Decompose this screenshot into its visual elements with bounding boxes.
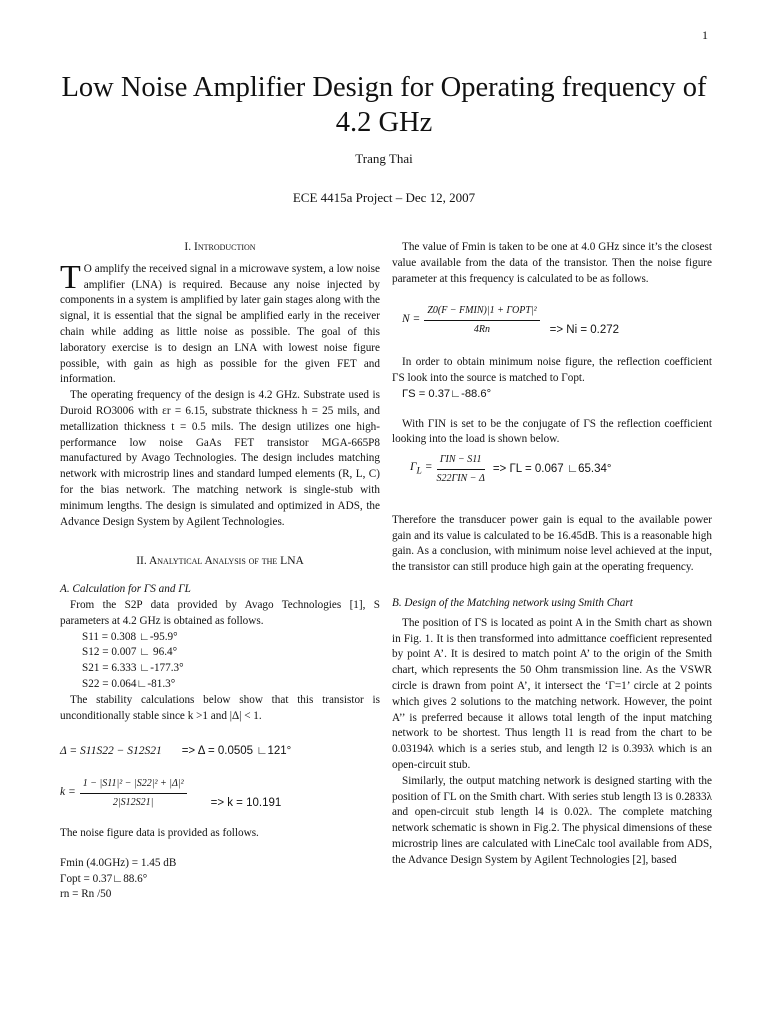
intro-paragraph-1: T O amplify the received signal in a microwave system, a low noise amplifier (LNA) is required. Because any noise injected by components in a system is amplified by later gain stages along with the signal, it is essential that the signal be amplified early in the receiver chain while adding as little noise as possible. The goal of this laboratory exercise is to design an LNA with lowest noise figure possible, with gain as high as possible for the given FET and information.: [60, 258, 380, 386]
drop-cap: T: [60, 258, 81, 296]
delta-equation: [60, 744, 380, 760]
s21-value: S21 = 6.333 ∟-177.3°: [82, 662, 184, 675]
k-symbol: k =: [60, 786, 76, 799]
section-heading-introduction: I. Introduction: [184, 241, 256, 253]
course-line: ECE 4415a Project – Dec 12, 2007: [292, 190, 476, 205]
gamma-l-fraction: [437, 452, 485, 487]
n-denominator: 4Rn: [473, 323, 491, 335]
right-column: [392, 240, 712, 869]
s-parameter-intro: From the S2P data provided by Avago Technologies [1], S parameters at 4.2 GHz is obtained as follows.: [60, 598, 380, 627]
n-result: => Ni = 0.272: [549, 324, 620, 337]
smith-chart-paragraph: The position of ΓS is located as point A in the Smith chart as shown in Fig. 1. It is then transformed into admittance coefficient represented by point A’. It is desired to match point A’ to the origin of the Smith chart, which represents the 50 Ohm transmission line. As the VSWR circle is drawn from point A’, it intersect the ‘Γ=1’ circle at 2 points which gives 2 solutions to the matching network. However, the point A’’ is preferred because it allows total length of the input matching network to be shortest. Thus length l1 is read from the chart to be 0.03194λ which is a series stub, and length l2 is 0.393λ which is an open-circuit stub.: [392, 616, 712, 771]
gamma-l-result: => ΓL = 0.067 ∟65.34°: [492, 462, 612, 475]
delta-formula: Δ = S11S22 − S12S21: [60, 745, 162, 758]
fmin-value: Fmin (4.0GHz) = 1.45 dB: [60, 856, 177, 869]
delta-result: => Δ = 0.0505 ∟121°: [181, 745, 292, 758]
subsection-a-heading: A. Calculation for ΓS and ΓL: [60, 583, 191, 596]
n-fraction: [424, 303, 539, 338]
noise-parameter-equation: [392, 301, 712, 339]
stability-paragraph: The stability calculations below show that this transistor is unconditionally stable since k >1 and |Δ| < 1.: [60, 693, 380, 722]
s12-value: S12 = 0.007 ∟ 96.4°: [82, 646, 178, 659]
k-fraction: [80, 776, 187, 811]
gamma-l-denominator: S22ΓIN − Δ: [436, 472, 485, 484]
left-column: [60, 240, 380, 903]
k-numerator: 1 − |S11|² − |S22|² + |Δ|²: [80, 776, 187, 794]
gamma-in-paragraph: With ΓIN is set to be the conjugate of ΓS the reflection coefficient looking into the load is shown below.: [392, 417, 712, 446]
output-matching-paragraph: Similarly, the output matching network is designed starting with the position of ΓL on the Smith chart. With series stub length l3 is 0.2833λ and open-circuit stub length l4 is 0.02λ. The complete matching network schematic is shown in Fig.2. The physical dimensions of these microstrip lines are calculated with LineCalc tool available from ADS, the Advance Design System by Agilent Technologies [2], based: [392, 774, 712, 866]
s22-value: S22 = 0.064∟-81.3°: [82, 677, 176, 690]
intro-paragraph-2: The operating frequency of the design is 4.2 GHz. Substrate used is Duroid RO3006 with εr = 6.15, substrate thickness h = 25 mils, and metallization thickness t = 0.5 mils. The design utilizes one high-performance low noise GaAs FET transistor MGA-665P8 manufactured by Avago Technologies. The design includes matching network with microstrip lines and standard lumped elements (R, L, C) for the bias network. The matching network is single-stub with minimum lengths. The design is simulated and optimized in ADS, the Advance Design System by Agilent Technologies.: [60, 389, 380, 528]
rn-value: rn = Rn /50: [60, 888, 112, 901]
gain-paragraph: Therefore the transducer power gain is equal to the available power gain and its value is calculated to be 16.45dB. This is a reasonable high gain. As a conclusion, with minimum noise level achieved at the input, the transistor can still produce high gain at the operating frequency.: [392, 513, 712, 574]
k-result: => k = 10.191: [210, 797, 282, 810]
k-denominator: 2|S12S21|: [112, 796, 154, 808]
min-noise-paragraph: In order to obtain minimum noise figure, the reflection coefficient ΓS look into the source is matched to Γopt.: [392, 356, 712, 384]
page-number: 1: [702, 28, 708, 42]
subsection-b-heading: B. Design of the Matching network using Smith Chart: [392, 596, 633, 609]
gamma-opt-value: Γopt = 0.37∟88.6°: [60, 872, 148, 885]
section-heading-analysis: II. Analytical Analysis of the LNA: [136, 555, 304, 568]
gamma-l-equation: [392, 452, 712, 487]
author: Trang Thai: [355, 151, 413, 166]
n-symbol: N =: [402, 313, 421, 326]
k-equation: [60, 774, 380, 812]
s11-value: S11 = 0.308 ∟-95.9°: [82, 630, 178, 643]
gamma-l-symbol: $\Gamma_L$ =: [410, 460, 433, 477]
gamma-l-numerator: ΓIN − S11: [437, 452, 485, 470]
n-numerator: Z0(F − FMIN)|1 + ΓOPT|²: [424, 303, 539, 321]
gamma-s-value: ΓS = 0.37∟-88.6°: [402, 387, 492, 400]
paper-title: Low Noise Amplifier Design for Operating frequency of 4.2 GHz: [61, 72, 707, 138]
fmin-paragraph: The value of Fmin is taken to be one at 4.0 GHz since it’s the closest value available from the data of the transistor. Then the noise figure parameter at this frequency is calculated to be as follows.: [392, 241, 712, 285]
noise-data-intro: The noise figure data is provided as follows.: [60, 826, 259, 839]
